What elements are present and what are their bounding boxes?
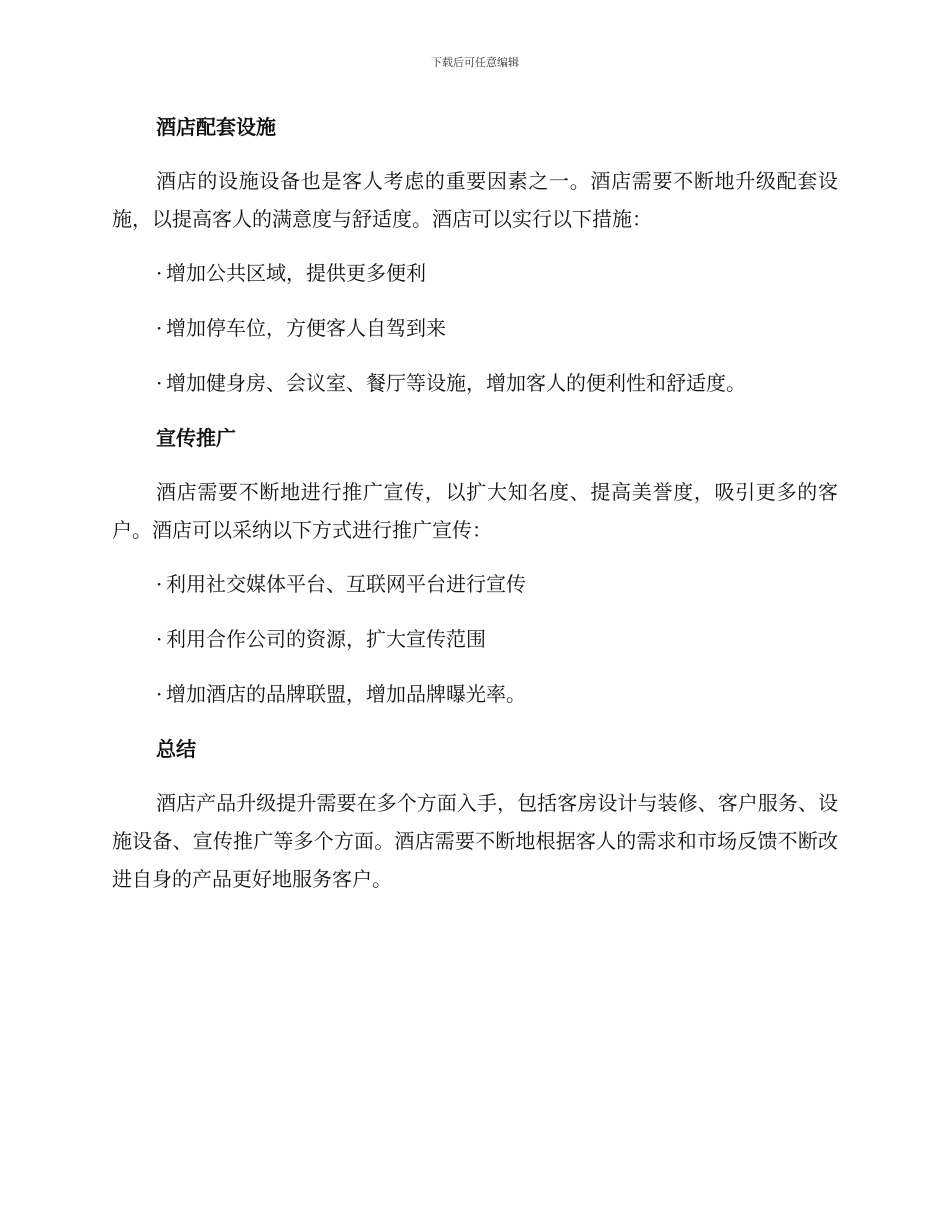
document-body — [112, 108, 838, 914]
bullet-text: 增加公共区域，提供更多便利 — [166, 261, 426, 285]
bullet-marker: · — [156, 682, 163, 706]
page-header: 下载后可任意编辑 — [431, 56, 519, 69]
bullet-marker: · — [156, 627, 163, 651]
bullet-item — [112, 309, 838, 347]
section-heading: 总结 — [156, 737, 196, 761]
bullet-item — [112, 364, 838, 402]
bullet-marker: · — [156, 572, 163, 596]
section-heading: 宣传推广 — [156, 426, 236, 450]
bullet-text: 增加酒店的品牌联盟，增加品牌曝光率。 — [166, 682, 526, 706]
bullet-text: 增加健身房、会议室、餐厅等设施，增加客人的便利性和舒适度。 — [166, 371, 746, 395]
section-paragraph: 酒店需要不断地进行推广宣传，以扩大知名度、提高美誉度，吸引更多的客户。酒店可以采纳以下方式进行推广宣传： — [112, 480, 838, 542]
bullet-marker: · — [156, 316, 163, 340]
bullet-marker: · — [156, 261, 163, 285]
bullet-text: 增加停车位，方便客人自驾到来 — [166, 316, 446, 340]
section-heading: 酒店配套设施 — [156, 115, 276, 139]
section-paragraph: 酒店的设施设备也是客人考虑的重要因素之一。酒店需要不断地升级配套设施，以提高客人的满意度与舒适度。酒店可以实行以下措施： — [112, 169, 838, 231]
bullet-item — [112, 254, 838, 292]
bullet-item — [112, 675, 838, 713]
bullet-text: 利用社交媒体平台、互联网平台进行宣传 — [166, 572, 526, 596]
bullet-item — [112, 565, 838, 603]
bullet-marker: · — [156, 371, 163, 395]
bullet-item — [112, 620, 838, 658]
section-paragraph: 酒店产品升级提升需要在多个方面入手，包括客房设计与装修、客户服务、设施设备、宣传推广等多个方面。酒店需要不断地根据客人的需求和市场反馈不断改进自身的产品更好地服务客户。 — [112, 791, 838, 891]
bullet-text: 利用合作公司的资源，扩大宣传范围 — [166, 627, 486, 651]
